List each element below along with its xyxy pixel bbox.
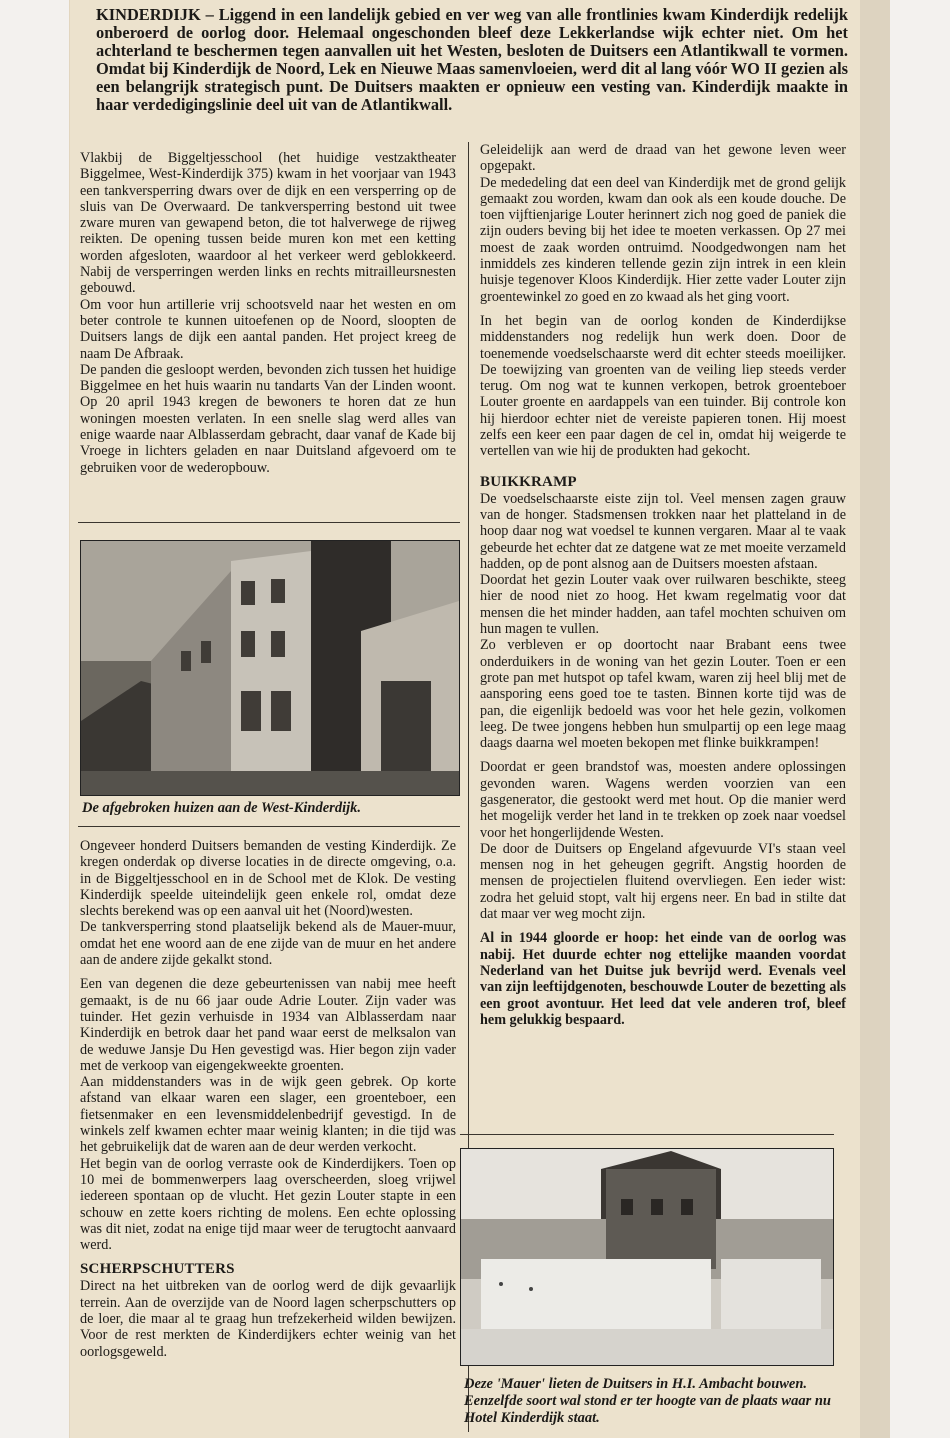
divider [78,522,460,523]
paragraph: Zo verbleven er op doortocht naar Brabant eens twee onderduikers in de woning van het gezin Louter. Toen er een grote pan met hutspot op tafel kwam, waren zij heel blij met de aansporing eens goed toe te tasten. Binnen korte tijd was de pan, die eigenlijk bedoeld was voor het hele gezin, volkomen leeg. De twee jongens hebben hun smulpartij op een lege maag daags daarna wel moeten bekopen met flinke buikkrampen! [480,637,846,752]
divider [460,1134,834,1135]
closing-paragraph: Al in 1944 gloorde er hoop: het einde van de oorlog was nabij. Het duurde echter nog ettelijke maanden voordat Nederland van het Duitse juk bevrijd werd. Evenals veel van zijn leeftijdgenoten, beschouwde Louter de bezetting als een groot avontuur. Het leed dat vele anderen trof, bleef hem gelukkig bespaard. [480,930,846,1028]
heading-scherpschutters: SCHERPSCHUTTERS [80,1261,235,1278]
paragraph: De panden die gesloopt werden, bevonden zich tussen het huidige Biggelmee en het huis waarin nu tandarts Van der Linden woont. Op 20 april 1943 kregen de bewoners te horen dat ze hun woningen moesten verlaten. In een snelle slag werd alles van enige waarde naar Alblasserdam gebracht, daar vanaf de Kade bij Vroege in lichters geladen en naar Duitsland afgevoerd om te gebruiken voor de wederopbouw. [80,361,456,476]
paragraph: In het begin van de oorlog konden de Kinderdijkse middenstanders nog redelijk hun werk doen. Door de toenemende voedselschaarste werd dit echter steeds moeilijker. De toewijzing van groenten van de veiling liep steeds verder terug. Om nog wat te kunnen verkopen, betrok groenteboer Louter groente en aardappels van een tuinder. Bij controle kon hij hierdoor echter niet de vereiste papieren tonen. Hij moest zelfs een keer een paar dagen de cel in, omdat hij weigerde te vertellen van wie hij de produkten had gekocht. [480,312,846,460]
paragraph: Een van degenen die deze gebeurtenissen van nabij mee heeft gemaakt, is de nu 66 jaar oude Adrie Louter. Zijn vader was tuinder. Het gezin verhuisde in 1934 van Alblasserdam naar Kinderdijk en betrok daar het pand waar eerst de melksalon van de weduwe Jansje Du Hen gevestigd was. Hier begon zijn vader met de verkoop van eigengekweekte groenten. [80,976,456,1074]
paragraph: Doordat er geen brandstof was, moesten andere oplossingen gevonden waren. Wagens werden voorzien van een gasgenerator, die gestookt werd met hout. Op die manier werd het mogelijk verder het land in te trekken op zoek naar voedsel voor het hongerlijdende Westen. [480,759,846,841]
left-column-top [80,150,456,476]
paragraph: Ongeveer honderd Duitsers bemanden de vesting Kinderdijk. Ze kregen onderdak op diverse locaties in de directe omgeving, o.a. in de Biggeltjesschool en in de School met de Klok. De vesting Kinderdijk speelde uiteindelijk geen enkele rol, omdat deze slechts berekend was op een aanval uit het (Noord)westen. [80,838,456,920]
divider [78,826,460,827]
right-column-top [480,142,846,1028]
photo1-caption: De afgebroken huizen aan de West-Kinderdijk. [82,800,362,816]
photo2-caption: Deze 'Mauer' lieten de Duitsers in H.I. Ambacht bouwen. Eenzelfde soort wal stond er ter hoogte van de plaats waar nu Hotel Kinderdijk staat. [464,1376,831,1426]
paragraph: Direct na het uitbreken van de oorlog werd de dijk gevaarlijk terrein. Aan de overzijde van de Noord lagen scherpschutters op de loer, die maar al te graag hun trefzekerheid wilden bewijzen. Voor de rest merkten de Kinderdijkers echter weinig van het oorlogsgeweld. [80,1278,456,1360]
photo-mauer-wall [460,1148,834,1366]
paragraph: Het begin van de oorlog verraste ook de Kinderdijkers. Toen op 10 mei de bommenwerpers laag overscheerden, sloeg vrijwel iedereen spontaan op de vlucht. Het gezin Louter stapte in een schouw en zette koers richting de molens. Een echte oplossing was dit niet, zodat na enige tijd maar weer de terugtocht aanvaard werd. [80,1155,456,1254]
paragraph: De voedselschaarste eiste zijn tol. Veel mensen zagen grauw van de honger. Stadsmensen trokken naar het platteland in de hoop daar nog wat voedsel te kunnen vergaren. Maar al te vaak gebeurde het echter dat ze datgene wat ze met moeite verzameld hadden, op de pont alsnog aan de Duitsers moesten afstaan. [480,490,846,572]
paper-edge [860,0,890,1438]
photo-demolished-houses [80,540,460,796]
paragraph: Vlakbij de Biggeltjesschool (het huidige vestzaktheater Biggelmee, West-Kinderdijk 375) kwam in het voorjaar van 1943 een tankversperring dwars over de dijk en een versperring op de sluis van De Overwaard. De tankversperring bestond uit twee zware muren van gewapend beton, die tot halverwege de rijweg reikten. De opening tussen beide muren kon met een ketting worden afgesloten, waardoor al het verkeer werd geblokkeerd. Nabij de versperringen werden links en rechts mitrailleursnesten gebouwd. [80,150,456,297]
article-intro: KINDERDIJK – Liggend in een landelijk gebied en ver weg van alle frontlinies kwam Kinderdijk redelijk onberoerd de oorlog door. Helemaal ongeschonden bleef deze Lekkerlandse wijk echter niet. Om het achterland te beschermen tegen aanvallen uit het Westen, besloten de Duitsers een Atlantikwall te vormen. Omdat bij Kinderdijk de Noord, Lek en Nieuwe Maas samenvloeien, werd dit al lang vóór WO II gezien als een belangrijk strategisch punt. De Duitsers maakten er opnieuw een vesting van. Kinderdijk maakte in haar verdedigingslinie deel uit van de Atlantikwall. [96,5,848,114]
paragraph: Aan middenstanders was in de wijk geen gebrek. Op korte afstand van elkaar waren een slager, een groenteboer, een fietsenmaker en een levensmiddelenbedrijf gevestigd. In de winkels zelf kwamen echter maar weinig klanten; in die tijd was het gebruikelijk dat de waren aan de deur werden verkocht. [80,1074,456,1156]
paragraph: Geleidelijk aan werd de draad van het gewone leven weer opgepakt. [480,142,846,175]
paragraph: De tankversperring stond plaatselijk bekend als de Mauer-muur, omdat het ene woord aan de ene zijde van de muur en het andere aan de andere zijde gekalkt stond. [80,919,456,969]
heading-buikkramp: BUIKKRAMP [480,473,577,490]
paragraph: Doordat het gezin Louter vaak over ruilwaren beschikte, steeg hier de nood niet zo hoog. Het kwam regelmatig voor dat mensen die het minder hadden, aan tafel mochten schuiven om hun magen te vullen. [480,572,846,638]
left-column-bottom [80,838,456,1360]
paragraph: De door de Duitsers op Engeland afgevuurde VI's staan veel mensen nog in het geheugen gegrift. Angstig hoorden de mensen de projectielen fluitend overvliegen. Een ieder wist: zodra het geluid stopt, valt hij ergens neer. En bad in stilte dat dat maar ver weg mocht zijn. [480,840,846,923]
paragraph: De mededeling dat een deel van Kinderdijk met de grond gelijk gemaakt zou worden, kwam dan ook als een koude douche. De toen vijftienjarige Louter herinnert zich nog goed de paniek die zijn ouders beving bij het idee te moeten verkassen. Op 27 mei moest de zaak worden ontruimd. Noodgedwongen nam het inmiddels zes kinderen tellende gezin zijn intrek in een klein huisje tegenover Kloos Kinderdijk. Hier zette vader Louter zijn groentewinkel zo goed en zo kwaad als het ging voort. [480,174,846,305]
paragraph: Om voor hun artillerie vrij schootsveld naar het westen en om beter controle te kunnen uitoefenen op de Noord, sloopten de Duitsers langs de dijk een aantal panden. Het project kreeg de naam De Afbraak. [80,296,456,362]
